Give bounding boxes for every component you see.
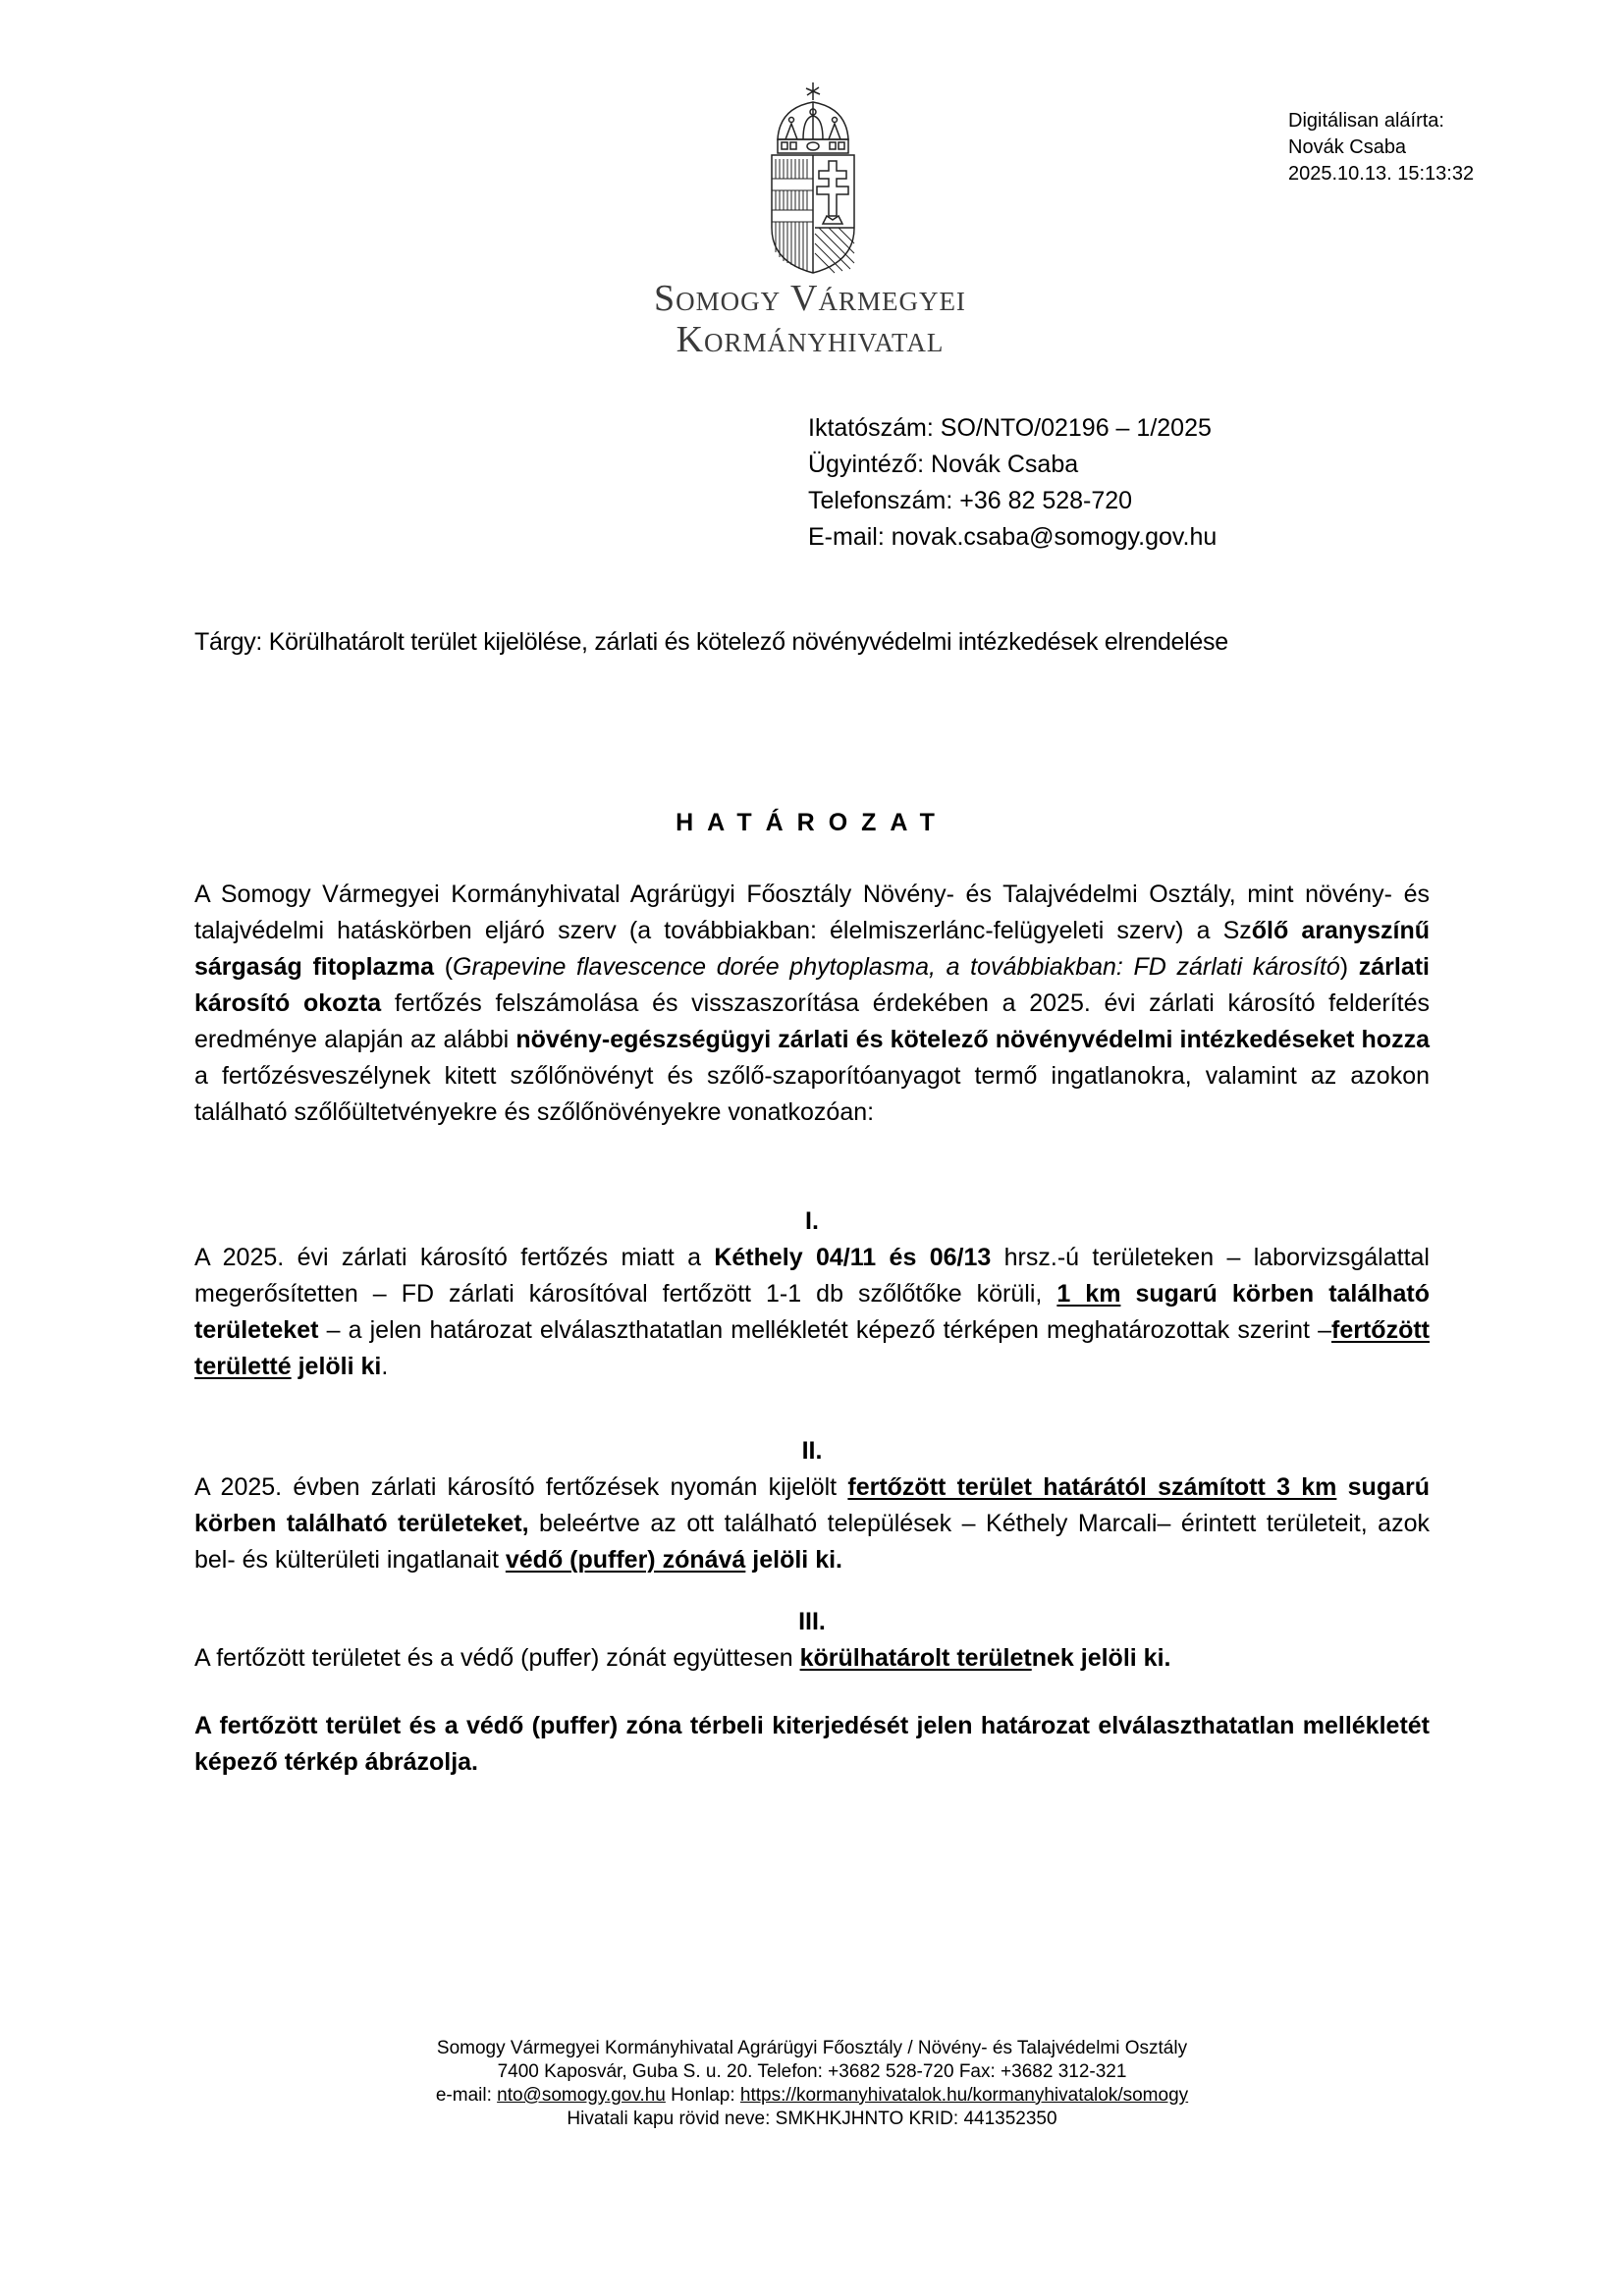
section-1 — [194, 1203, 1430, 1385]
text-run: nek jelöli ki. — [1031, 1644, 1171, 1672]
footer-gateway-info: Hivatali kapu rövid neve: SMKHKJHNTO KRID: 441352350 — [567, 2109, 1057, 2129]
email-address: E-mail: novak.csaba@somogy.gov.hu — [808, 523, 1218, 551]
phone-number: Telefonszám: +36 82 528-720 — [808, 487, 1133, 514]
text-run: Kéthely 04/11 és 06/13 — [714, 1244, 992, 1271]
text-run: ( — [434, 953, 454, 981]
text-run: védő (puffer) zónává — [505, 1546, 746, 1574]
section-3 — [194, 1604, 1430, 1677]
text-run — [292, 1353, 298, 1380]
text-run: . — [381, 1353, 389, 1380]
text-run: jelöli ki — [298, 1353, 382, 1380]
text-run: A fertőzött területet és a védő (puffer) zónát együttesen — [194, 1644, 800, 1672]
footer-email-link[interactable]: nto@somogy.gov.hu — [497, 2085, 666, 2106]
footer-website-link[interactable]: https://kormanyhivatalok.hu/kormanyhivatalok/somogy — [739, 2085, 1189, 2106]
text-run: a fertőzésveszélynek kitett szőlőnövényt és szőlő-szaporítóanyagot termő ingatlanokra, valamint az azokon található szőlőültetvényekre és szőlőnövényekre vonatkozóan: — [194, 1062, 1430, 1126]
footer-email-label: e-mail: — [435, 2085, 498, 2106]
text-run: A 2025. évben zárlati károsító fertőzések nyomán kijelölt — [194, 1473, 848, 1501]
footer-contact — [0, 2084, 1624, 2108]
text-run: A Somogy Vármegyei Kormányhivatal Agrárügyi Főosztály Növény- és Talajvédelmi Osztály, mint növény- és talajvédelmi hatáskörben eljáró szerv (a továbbiakban: élelmiszerlánc-felügyeleti szerv) a Sz — [194, 881, 1430, 944]
signature-timestamp: 2025.10.13. 15:13:32 — [1288, 163, 1475, 185]
section-3-paragraph — [194, 1640, 1430, 1677]
hungarian-coat-of-arms-icon — [764, 80, 862, 277]
section-number: III. — [798, 1608, 826, 1635]
section-2 — [194, 1433, 1430, 1578]
reference-number: Iktatószám: SO/NTO/02196 – 1/2025 — [808, 414, 1212, 442]
text-run: hrsz.-ú területeken – laborvizsgálattal megerősítetten – FD zárlati károsítóval fertőzött 1-1 db szőlőtőke körüli, — [194, 1244, 1430, 1308]
document-title: HATÁROZAT — [676, 809, 948, 836]
logo-text-line2: Kormányhivatal — [676, 319, 945, 360]
text-run: jelöli ki. — [752, 1546, 842, 1574]
final-statement: A fertőzött terület és a védő (puffer) zóna térbeli kiterjedését jelen határozat elválaszthatatlan mellékletét képező térkép ábrázolja. — [194, 1712, 1430, 1776]
text-run: beleértve az ott található települések – Kéthely Marcali– érintett területeit, azok bel- és külterületi ingatlanait — [194, 1510, 1430, 1574]
footer-web-label: Honlap: — [665, 2085, 740, 2106]
text-run: A 2025. évi zárlati károsító fertőzés miatt a — [194, 1244, 715, 1271]
section-number: II. — [801, 1437, 823, 1465]
text-run: körülhatárolt terület — [799, 1644, 1032, 1672]
text-run: fertőzés felszámolása és visszaszorítása érdekében a 2025. évi zárlati károsító felderítés eredménye alapján az alábbi — [194, 989, 1431, 1053]
text-run: sugarú körben található területeket — [194, 1280, 1430, 1344]
text-run — [1120, 1280, 1135, 1308]
text-run: növény-egészségügyi zárlati és kötelező növényvédelmi intézkedéseket hozza — [515, 1026, 1430, 1053]
section-number: I. — [805, 1207, 819, 1235]
agency-logo — [619, 80, 1001, 360]
section-1-paragraph — [194, 1240, 1430, 1385]
intro-paragraph — [194, 877, 1430, 1131]
text-run: ) — [1339, 953, 1359, 981]
digital-signature-block — [1288, 108, 1474, 187]
logo-text-line1: Somogy Vármegyei — [654, 278, 966, 319]
reference-block — [808, 410, 1217, 556]
text-run: fertőzött terület határától számított 3 km — [847, 1473, 1337, 1501]
text-run: sugarú körben található területeket, — [194, 1473, 1430, 1537]
text-run — [1336, 1473, 1347, 1501]
footer-address: 7400 Kaposvár, Guba S. u. 20. Telefon: +3682 528-720 Fax: +3682 312-321 — [497, 2061, 1127, 2082]
text-run: – a jelen határozat elválaszthatatlan mellékletét képező térképen meghatározottak szerint – — [318, 1316, 1332, 1344]
case-officer: Ügyintéző: Novák Csaba — [808, 451, 1079, 478]
text-run: 1 km — [1056, 1280, 1121, 1308]
footer-department: Somogy Vármegyei Kormányhivatal Agrárügyi Főosztály / Növény- és Talajvédelmi Osztály — [436, 2038, 1188, 2058]
final-statement-section — [194, 1708, 1430, 1781]
signature-label: Digitálisan aláírta: — [1288, 110, 1444, 132]
text-run: Grapevine flavescence dorée phytoplasma, a továbbiakban: FD zárlati károsító — [453, 953, 1340, 981]
text-run: őlő aranyszínű sárgaság fitoplazma — [194, 917, 1430, 981]
intro-section — [194, 877, 1430, 1131]
text-run: fertőzött területté — [194, 1316, 1430, 1380]
section-2-paragraph — [194, 1469, 1430, 1578]
signer-name: Novák Csaba — [1288, 136, 1407, 158]
page-footer — [0, 2037, 1624, 2131]
subject-line: Tárgy: Körülhatárolt terület kijelölése, zárlati és kötelező növényvédelmi intézkedések elrendelése — [194, 628, 1228, 656]
text-run: zárlati károsító okozta — [194, 953, 1430, 1017]
